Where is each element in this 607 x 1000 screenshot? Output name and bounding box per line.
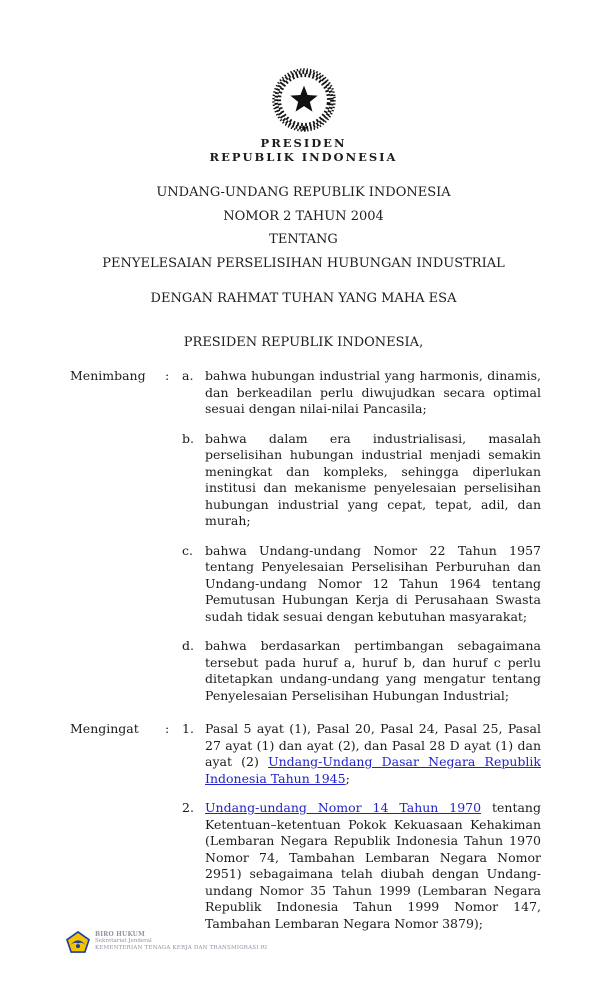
title-line-4: PENYELESAIAN PERSELISIHAN HUBUNGAN INDUSTRIAL (102, 255, 505, 271)
menimbang-label: Menimbang (70, 368, 146, 383)
list-item (182, 638, 541, 704)
mengingat-section (70, 721, 541, 945)
list-item (182, 431, 541, 530)
ministry-footer-stamp (66, 931, 267, 953)
item-marker: d. (182, 638, 194, 653)
mengingat-label: Mengingat (70, 721, 139, 736)
salutation-line: PRESIDEN REPUBLIK INDONESIA, (183, 335, 424, 350)
list-item (182, 543, 541, 626)
item-marker: c. (182, 542, 193, 558)
item-text-post: tentang Ketentuan–ketentuan Pokok Kekuasaan Kehakiman (Lembaran Negara Republik Indonesia Tahun 1970 Nomor 74, Tambahan Lembaran Negara Nomor 2951) sebagaimana telah diubah dengan Undang-undang Nomor 35 Tahun 1999 (Lembaran Negara Republik Indonesia Tahun 1999 Nomor 147, Tambahan Lembaran Negara Nomor 3879); (205, 800, 541, 931)
item-text-pre: Pasal 5 ayat (1), Pasal 20, Pasal 24, Pasal 25, Pasal 27 ayat (1) dan ayat (2), dan Pasal 28 D ayat (1) dan ayat (2) (205, 721, 541, 769)
presidential-seal (0, 64, 607, 164)
list-item (182, 721, 541, 787)
item-marker: 2. (182, 800, 194, 815)
title-line-3: TENTANG (269, 232, 338, 247)
seal-label-presiden: PRESIDEN (260, 136, 347, 150)
seal-label-republik-indonesia: REPUBLIK INDONESIA (209, 150, 398, 164)
title-line-1: UNDANG-UNDANG REPUBLIK INDONESIA (156, 185, 451, 200)
footer-line-sekretariat: Sekretariat Jenderal (95, 938, 152, 944)
menimbang-section (70, 368, 541, 717)
menimbang-items (182, 368, 541, 717)
item-marker: a. (182, 368, 194, 383)
item-text-post: ; (345, 770, 350, 786)
item-text (205, 721, 541, 787)
document-title (0, 181, 607, 275)
item-text: bahwa dalam era industrialisasi, masalah perselisihan hubungan industrial menjadi semakin meningkat dan kompleks, sehingga diperlukan institusi dan mekanisme penyelesaian perselisihan hubungan industrial yang cepat, tepat, adil, dan murah; (205, 430, 541, 528)
link-uud-1945[interactable]: Undang-Undang Dasar Negara Republik Indonesia Tahun 1945 (205, 754, 541, 786)
item-marker: b. (182, 430, 194, 446)
item-text: bahwa Undang-undang Nomor 22 Tahun 1957 tentang Penyelesaian Perselisihan Perburuhan dan Undang-undang Nomor 12 Tahun 1964 tentang Pemutusan Hubungan Kerja di Perusahaan Swasta sudah tidak sesuai dengan kebutuhan masyarakat; (205, 542, 541, 624)
item-text: bahwa hubungan industrial yang harmonis, dinamis, dan berkeadilan perlu diwujudkan secara optimal sesuai dengan nilai-nilai Pancasila; (205, 368, 541, 416)
title-line-2: NOMOR 2 TAHUN 2004 (223, 208, 384, 224)
item-text (205, 800, 541, 932)
footer-line-kementerian: KEMENTERIAN TENAGA KERJA DAN TRANSMIGRASI RI (95, 944, 268, 951)
item-text: bahwa berdasarkan pertimbangan sebagaimana tersebut pada huruf a, huruf b, dan huruf c perlu ditetapkan undang-undang yang mengatur tentang Penyelesaian Perselisihan Hubungan Industrial; (205, 638, 541, 703)
preamble-clauses (70, 368, 541, 945)
item-marker: 1. (182, 721, 194, 736)
list-item (182, 368, 541, 418)
invocation-line: DENGAN RAHMAT TUHAN YANG MAHA ESA (150, 291, 457, 306)
footer-text (95, 931, 267, 951)
wreath-star-icon (268, 64, 340, 136)
mengingat-items (182, 721, 541, 945)
footer-line-biro-hukum: BIRO HUKUM (95, 931, 145, 938)
ministry-logo-icon (66, 931, 90, 953)
link-uu-14-1970[interactable]: Undang-undang Nomor 14 Tahun 1970 (205, 800, 482, 815)
mengingat-colon: : (165, 721, 170, 736)
menimbang-colon: : (165, 368, 170, 383)
list-item (182, 800, 541, 932)
